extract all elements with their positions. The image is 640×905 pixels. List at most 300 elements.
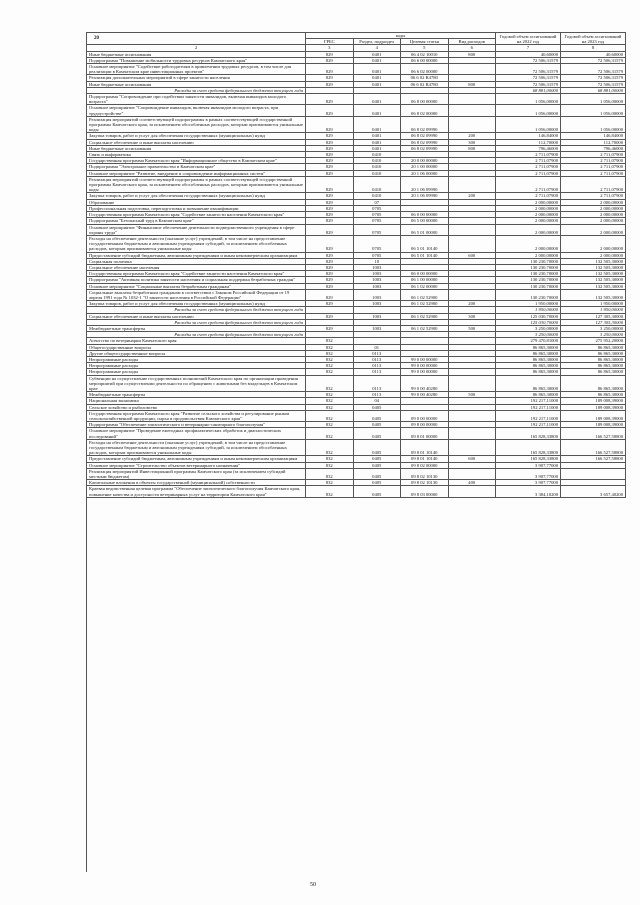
row-name: Иные бюджетные ассигнования bbox=[87, 51, 306, 57]
row-target: 06 8 02 09990 bbox=[401, 116, 449, 133]
row-value-2023: 132 505,30000 bbox=[561, 277, 626, 283]
row-vid bbox=[448, 235, 496, 252]
row-value-2022: 86 865,30000 bbox=[496, 363, 561, 369]
row-value-2022: 1 056,00000 bbox=[496, 116, 561, 133]
row-razdel: 0401 bbox=[353, 105, 401, 116]
row-value-2023 bbox=[561, 468, 626, 479]
row-target: 99 0 00 00000 bbox=[401, 356, 449, 362]
row-name: Реализация мероприятий Инвестиционной программы Камчатского края (за исключением субсидий местным бюджетам) bbox=[87, 468, 306, 479]
budget-table bbox=[86, 32, 626, 498]
row-value-2022: 192 217,11000 bbox=[496, 422, 561, 428]
row-grbs: 832 bbox=[306, 468, 354, 479]
page-number: 50 bbox=[310, 882, 316, 888]
row-razdel: 0405 bbox=[353, 410, 401, 421]
row-value-2022: 2 711,07900 bbox=[496, 152, 561, 158]
row-value-2023: 132 505,30000 bbox=[561, 258, 626, 264]
row-razdel: 1003 bbox=[353, 325, 401, 331]
row-razdel: 0401 bbox=[353, 145, 401, 151]
row-value-2023: 72 506,31579 bbox=[561, 64, 626, 75]
row-razdel: 10 bbox=[353, 258, 401, 264]
row-name: Подпрограмма "Сопровождение при содействии занятости инвалидов, включая инвалидов молодого возраста" bbox=[87, 94, 306, 105]
row-target: 06 6 02 R4780 bbox=[401, 75, 449, 81]
row-razdel: 0401 bbox=[353, 133, 401, 139]
row-value-2022: 86 865,30000 bbox=[496, 375, 561, 392]
row-value-2023: 72 506,31579 bbox=[561, 81, 626, 87]
row-razdel: 0401 bbox=[353, 57, 401, 63]
row-razdel: 0401 bbox=[353, 51, 401, 57]
budget-table-body bbox=[87, 51, 626, 497]
row-value-2023: 86 865,30000 bbox=[561, 375, 626, 392]
row-value-2022: 165 828,33800 bbox=[496, 439, 561, 456]
row-value-2022: 130 230,70000 bbox=[496, 289, 561, 300]
row-vid: 500 bbox=[448, 392, 496, 398]
row-name: Подпрограмма "Активная политика занятости населения и социальная поддержка безработных граждан" bbox=[87, 277, 306, 283]
row-name: Расходы на обеспечение деятельности (оказание услуг) учреждений, в том числе на предоставление государственным бюджетным и автономным учреждениям субсидий, за исключением обособленных расходов, которым присваиваются уникальные коды bbox=[87, 439, 306, 456]
row-value-2023: 2 000,00000 bbox=[561, 235, 626, 252]
row-razdel: 0113 bbox=[353, 369, 401, 375]
row-value-2022: 3 907,77000 bbox=[496, 468, 561, 479]
row-value-2022: 192 217,11000 bbox=[496, 398, 561, 404]
row-value-2022: 125 030,70000 bbox=[496, 313, 561, 319]
row-grbs: 832 bbox=[306, 350, 354, 356]
colnum-2: 2 bbox=[87, 45, 306, 51]
row-razdel: 07 bbox=[353, 199, 401, 205]
row-razdel: 1003 bbox=[353, 264, 401, 270]
row-value-2022: 130 230,70000 bbox=[496, 283, 561, 289]
row-name: Социальные выплаты безработным гражданам в соответствии с Законом Российской Федерации от 19 апреля 1991 года № 1032-1 "О занятости населения в Российской Федерации" bbox=[87, 289, 306, 300]
row-name: Иные бюджетные ассигнования bbox=[87, 81, 306, 87]
row-name: Краевая ведомственная целевая программа "Обеспечение эпизоотического благополучия Камчатского края, повышение качества и доступности ветеринарных услуг на территории Камчатского края" bbox=[87, 486, 306, 497]
row-razdel: 0113 bbox=[353, 350, 401, 356]
row-target: 06 5 01 10140 bbox=[401, 252, 449, 258]
row-value-2023: 2 711,07900 bbox=[561, 170, 626, 176]
row-target: 06 1 02 52900 bbox=[401, 313, 449, 319]
row-value-2022: 192 217,11000 bbox=[496, 410, 561, 421]
row-value-2023: 3 657,40200 bbox=[561, 486, 626, 497]
row-name: Агентство по ветеринарии Камчатского края bbox=[87, 338, 306, 344]
row-grbs: 829 bbox=[306, 212, 354, 218]
row-value-2023: 1 056,00000 bbox=[561, 105, 626, 116]
row-razdel: 0113 bbox=[353, 363, 401, 369]
row-name: Реализация дополнительных мероприятий в сфере занятости населения bbox=[87, 75, 306, 81]
row-value-2023: 72 506,31579 bbox=[561, 75, 626, 81]
row-value-2023: 86 865,30000 bbox=[561, 356, 626, 362]
row-razdel: 1003 bbox=[353, 271, 401, 277]
row-vid: 200 bbox=[448, 301, 496, 307]
table-row bbox=[87, 224, 626, 235]
table-row bbox=[87, 105, 626, 116]
row-target: 06 5 00 00000 bbox=[401, 218, 449, 224]
row-value-2023: 2 711,07900 bbox=[561, 176, 626, 193]
row-value-2022: 2 711,07900 bbox=[496, 176, 561, 193]
row-value-2022: 72 506,31579 bbox=[496, 57, 561, 63]
row-value-2023: 2 711,07900 bbox=[561, 193, 626, 199]
row-value-2023: 275 952,20000 bbox=[561, 338, 626, 344]
row-target: 09 8 00 00000 bbox=[401, 422, 449, 428]
row-razdel: 0113 bbox=[353, 392, 401, 398]
row-razdel: 0705 bbox=[353, 252, 401, 258]
row-grbs: 832 bbox=[306, 375, 354, 392]
row-name: Государственная программа Камчатского края "Развитие сельского хозяйства и регулирование рынков сельскохозяйственной продукции, сырья и продовольствия Камчатского края" bbox=[87, 410, 306, 421]
row-razdel: 0410 bbox=[353, 152, 401, 158]
row-value-2023: 2 000,00000 bbox=[561, 218, 626, 224]
table-row bbox=[87, 235, 626, 252]
row-vid bbox=[448, 224, 496, 235]
row-name: Предоставление субсидий бюджетным, автономным учреждениям и иным некоммерческим организациям bbox=[87, 252, 306, 258]
row-name: Подпрограмма "Обеспечение эпизоотического и ветеринарно-санитарного благополучия" bbox=[87, 422, 306, 428]
header-razdel: Раздел, подраздел bbox=[353, 39, 401, 45]
row-value-2022: 1 056,00000 bbox=[496, 94, 561, 105]
row-value-2022: 86 865,30000 bbox=[496, 369, 561, 375]
row-target: 09 8 01 00000 bbox=[401, 428, 449, 439]
row-grbs: 829 bbox=[306, 116, 354, 133]
row-value-2022: 146,84000 bbox=[496, 133, 561, 139]
row-value-2022: 40,60000 bbox=[496, 51, 561, 57]
row-value-2022: 2 000,00000 bbox=[496, 212, 561, 218]
row-vid: 600 bbox=[448, 252, 496, 258]
row-value-2022: 2 000,00000 bbox=[496, 224, 561, 235]
row-value-2023: 86 865,30000 bbox=[561, 392, 626, 398]
row-vid bbox=[448, 468, 496, 479]
row-razdel: 0410 bbox=[353, 158, 401, 164]
row-target: 06 1 02 52900 bbox=[401, 289, 449, 300]
row-razdel: 0705 bbox=[353, 235, 401, 252]
row-razdel: 1003 bbox=[353, 277, 401, 283]
row-razdel: 0705 bbox=[353, 224, 401, 235]
row-value-2022: 2 000,00000 bbox=[496, 205, 561, 211]
colnum-7: 7 bbox=[496, 45, 561, 51]
row-razdel: 0410 bbox=[353, 193, 401, 199]
header-2023: Годовой объем ассигнований на 2023 год bbox=[561, 33, 626, 45]
row-value-2023: 1 950,00000 bbox=[561, 307, 626, 313]
row-value-2022: 72 506,31579 bbox=[496, 64, 561, 75]
row-grbs: 829 bbox=[306, 235, 354, 252]
table-row bbox=[87, 94, 626, 105]
colnum-3: 3 bbox=[306, 45, 354, 51]
row-value-2022: 192 217,11000 bbox=[496, 404, 561, 410]
row-razdel: 1003 bbox=[353, 313, 401, 319]
row-vid bbox=[448, 410, 496, 421]
row-target: 06 1 02 52900 bbox=[401, 325, 449, 331]
row-vid: 300 bbox=[448, 313, 496, 319]
row-grbs: 832 bbox=[306, 428, 354, 439]
row-value-2023: 166 527,58800 bbox=[561, 428, 626, 439]
row-name: Реализация мероприятий соответствующей подпрограммы в рамках соответствующей государственной программы Камчатского края, за исключением обособленных расходов, которым присваиваются уникальные коды bbox=[87, 116, 306, 133]
row-grbs: 829 bbox=[306, 283, 354, 289]
row-target: 06 5 01 00000 bbox=[401, 224, 449, 235]
row-value-2023: 86 865,30000 bbox=[561, 369, 626, 375]
row-vid: 200 bbox=[448, 133, 496, 139]
row-razdel: 0405 bbox=[353, 422, 401, 428]
row-value-2023: 189 008,39000 bbox=[561, 404, 626, 410]
row-razdel: 0405 bbox=[353, 462, 401, 468]
row-vid bbox=[448, 439, 496, 456]
row-value-2023: 166 527,58800 bbox=[561, 456, 626, 462]
row-value-2022: 86 865,30000 bbox=[496, 392, 561, 398]
row-razdel: 0113 bbox=[353, 375, 401, 392]
row-value-2022: 3 250,00000 bbox=[496, 332, 561, 338]
row-vid bbox=[448, 289, 496, 300]
row-name: Общегосударственные вопросы bbox=[87, 344, 306, 350]
row-grbs: 832 bbox=[306, 462, 354, 468]
row-number-column bbox=[86, 32, 113, 872]
row-razdel: 0410 bbox=[353, 176, 401, 193]
header-target: Целевая статья bbox=[401, 39, 449, 45]
row-target: 20 0 00 00000 bbox=[401, 158, 449, 164]
row-name: Социальное обеспечение населения bbox=[87, 264, 306, 270]
row-target: 06 6 02 R4780 bbox=[401, 81, 449, 87]
row-name: Подпрограмма "Безопасный труд в Камчатском крае" bbox=[87, 218, 306, 224]
row-grbs: 829 bbox=[306, 258, 354, 264]
row-razdel: 0705 bbox=[353, 205, 401, 211]
row-vid bbox=[448, 428, 496, 439]
row-razdel: 0405 bbox=[353, 468, 401, 479]
row-target: 06 8 02 09990 bbox=[401, 145, 449, 151]
row-razdel: 0401 bbox=[353, 116, 401, 133]
row-grbs: 832 bbox=[306, 410, 354, 421]
row-grbs: 832 bbox=[306, 338, 354, 344]
row-grbs: 832 bbox=[306, 456, 354, 462]
row-name: Основное мероприятие "Финансовое обеспечение деятельности подведомственного учреждения в сфере охраны труда" bbox=[87, 224, 306, 235]
row-grbs: 829 bbox=[306, 199, 354, 205]
row-grbs: 829 bbox=[306, 57, 354, 63]
row-razdel: 1003 bbox=[353, 283, 401, 289]
row-value-2023: 127 305,30000 bbox=[561, 319, 626, 325]
row-grbs: 832 bbox=[306, 480, 354, 486]
row-target: 06 1 02 52900 bbox=[401, 301, 449, 307]
header-vid: Вид расходов bbox=[448, 39, 496, 45]
row-value-2023: 86 865,30000 bbox=[561, 344, 626, 350]
row-value-2023: 132 505,30000 bbox=[561, 271, 626, 277]
row-value-2023: 189 008,39000 bbox=[561, 422, 626, 428]
row-grbs: 829 bbox=[306, 81, 354, 87]
row-value-2022: 165 828,33800 bbox=[496, 456, 561, 462]
row-grbs: 829 bbox=[306, 271, 354, 277]
row-vid: 800 bbox=[448, 51, 496, 57]
row-value-2023: 1 056,00000 bbox=[561, 94, 626, 105]
row-value-2023: 3 250,00000 bbox=[561, 332, 626, 338]
row-value-2023: 1 950,00000 bbox=[561, 301, 626, 307]
row-value-2022: 130 230,70000 bbox=[496, 264, 561, 270]
row-value-2023: 86 865,30000 bbox=[561, 363, 626, 369]
row-target: 99 0 00 00000 bbox=[401, 369, 449, 375]
row-vid: 300 bbox=[448, 139, 496, 145]
row-value-2023: 40,60000 bbox=[561, 51, 626, 57]
row-grbs: 832 bbox=[306, 369, 354, 375]
row-target: 06 0 00 00000 bbox=[401, 212, 449, 218]
row-value-2022: 2 711,07900 bbox=[496, 164, 561, 170]
row-value-2022: 72 506,31579 bbox=[496, 81, 561, 87]
row-grbs: 829 bbox=[306, 94, 354, 105]
row-value-2023: 112,70000 bbox=[561, 139, 626, 145]
row-value-2023: 2 000,00000 bbox=[561, 212, 626, 218]
row-target: 06 6 02 00000 bbox=[401, 64, 449, 75]
row-vid bbox=[448, 116, 496, 133]
row-target: 06 1 00 00000 bbox=[401, 277, 449, 283]
row-grbs: 829 bbox=[306, 176, 354, 193]
row-name: Закупка товаров, работ и услуг для обеспечения государственных (муниципальных) нужд bbox=[87, 193, 306, 199]
row-value-2022: 3 907,77000 bbox=[496, 462, 561, 468]
row-value-2023: 2 000,00000 bbox=[561, 205, 626, 211]
row-name: Подпрограмма "Электронное правительство в Камчатском крае" bbox=[87, 164, 306, 170]
row-target: 20 1 00 00000 bbox=[401, 164, 449, 170]
row-razdel: 0705 bbox=[353, 212, 401, 218]
table-row bbox=[87, 468, 626, 479]
row-value-2023: 189 008,39000 bbox=[561, 398, 626, 404]
row-grbs: 829 bbox=[306, 205, 354, 211]
row-grbs: 829 bbox=[306, 51, 354, 57]
row-razdel: 0405 bbox=[353, 486, 401, 497]
table-row bbox=[87, 410, 626, 421]
row-value-2022: 68 881,00000 bbox=[496, 87, 561, 93]
row-razdel: 0405 bbox=[353, 428, 401, 439]
row-grbs: 832 bbox=[306, 422, 354, 428]
row-value-2023: 2 711,07900 bbox=[561, 164, 626, 170]
row-name: Основное мероприятие "Строительство объектов ветеринарного назначения" bbox=[87, 462, 306, 468]
row-value-2022: 130 230,70000 bbox=[496, 277, 561, 283]
row-name: Другие общегосударственные вопросы bbox=[87, 350, 306, 356]
row-grbs: 829 bbox=[306, 133, 354, 139]
row-vid bbox=[448, 105, 496, 116]
row-name: Сельское хозяйство и рыболовство bbox=[87, 404, 306, 410]
row-name: Непрограммные расходы bbox=[87, 369, 306, 375]
row-name: Расходы за счет средств федерального бюджета текущего года bbox=[87, 319, 306, 325]
row-target: 09 8 02 00000 bbox=[401, 462, 449, 468]
row-name: Непрограммные расходы bbox=[87, 363, 306, 369]
row-value-2022: 112,70000 bbox=[496, 139, 561, 145]
row-name: Расходы за счет средств федерального бюджета текущего года bbox=[87, 307, 306, 313]
row-target: 99 0 00 40280 bbox=[401, 375, 449, 392]
colnum-6: 6 bbox=[448, 45, 496, 51]
row-value-2023: 68 881,00000 bbox=[561, 87, 626, 93]
row-razdel: 0405 bbox=[353, 456, 401, 462]
row-name: Государственная программа Камчатского края "Информационное общество в Камчатском крае" bbox=[87, 158, 306, 164]
row-target: 09 8 03 00000 bbox=[401, 486, 449, 497]
row-razdel: 0401 bbox=[353, 75, 401, 81]
row-value-2022: 130 230,70000 bbox=[496, 258, 561, 264]
row-name: Предоставление субсидий бюджетным, автономным учреждениям и иным некоммерческим организациям bbox=[87, 456, 306, 462]
header-name-cell bbox=[87, 33, 306, 45]
row-vid: 500 bbox=[448, 325, 496, 331]
row-value-2022: 2 000,00000 bbox=[496, 218, 561, 224]
row-target: 06 5 01 10140 bbox=[401, 235, 449, 252]
row-target: 06 0 00 00000 bbox=[401, 271, 449, 277]
header-codes: коды bbox=[306, 33, 496, 39]
row-name: Межбюджетные трансферты bbox=[87, 392, 306, 398]
row-grbs: 829 bbox=[306, 139, 354, 145]
row-grbs: 832 bbox=[306, 404, 354, 410]
row-grbs: 829 bbox=[306, 75, 354, 81]
table-row bbox=[87, 289, 626, 300]
row-name: Государственная программа Камчатского края "Содействие занятости населения Камчатского края" bbox=[87, 212, 306, 218]
row-grbs: 829 bbox=[306, 105, 354, 116]
row-name: Расходы на обеспечение деятельности (оказание услуг) учреждений, в том числе на предоставление государственным бюджетным и автономным учреждениям субсидий, за исключением обособленных расходов, которым присваиваются уникальные коды bbox=[87, 235, 306, 252]
row-razdel: 0705 bbox=[353, 218, 401, 224]
row-value-2022: 3 907,77000 bbox=[496, 480, 561, 486]
row-razdel: 0401 bbox=[353, 94, 401, 105]
row-razdel: 0405 bbox=[353, 480, 401, 486]
row-grbs: 832 bbox=[306, 486, 354, 497]
row-name: Расходы за счет средств федерального бюджета текущего года bbox=[87, 332, 306, 338]
row-name: Закупка товаров, работ и услуг для обеспечения государственных (муниципальных) нужд bbox=[87, 301, 306, 307]
row-name: Расходы за счет средств федерального бюджета текущего года bbox=[87, 87, 306, 93]
row-grbs: 829 bbox=[306, 252, 354, 258]
row-name: Образование bbox=[87, 199, 306, 205]
row-razdel: 1003 bbox=[353, 301, 401, 307]
row-value-2023: 146,84000 bbox=[561, 133, 626, 139]
row-target: 99 0 00 00000 bbox=[401, 363, 449, 369]
row-razdel: 1003 bbox=[353, 289, 401, 300]
row-value-2022: 279 470,81000 bbox=[496, 338, 561, 344]
row-grbs: 829 bbox=[306, 313, 354, 319]
row-value-2023: 127 305,30000 bbox=[561, 313, 626, 319]
header-2022: Годовой объем ассигнований на 2022 год bbox=[496, 33, 561, 45]
row-name: Межбюджетные трансферты bbox=[87, 325, 306, 331]
row-name: Иные бюджетные ассигнования bbox=[87, 145, 306, 151]
row-name: Основное мероприятие "Социальные выплаты безработным гражданам" bbox=[87, 283, 306, 289]
row-vid: 800 bbox=[448, 81, 496, 87]
row-razdel: 0401 bbox=[353, 64, 401, 75]
row-name: Реализация мероприятий соответствующей подпрограммы в рамках соответствующей государственной программы Камчатского края, за исключением обособленных расходов, которым присваиваются уникальные коды bbox=[87, 176, 306, 193]
table-row bbox=[87, 428, 626, 439]
row-razdel: 0410 bbox=[353, 164, 401, 170]
row-name: Закупка товаров, работ и услуг для обеспечения государственных (муниципальных) нужд bbox=[87, 133, 306, 139]
row-target: 20 1 06 09990 bbox=[401, 176, 449, 193]
row-razdel: 0410 bbox=[353, 170, 401, 176]
row-target: 06 1 02 00000 bbox=[401, 283, 449, 289]
colnum-5: 5 bbox=[401, 45, 449, 51]
row-name: Социальное обеспечение и иные выплаты населению bbox=[87, 139, 306, 145]
row-grbs: 829 bbox=[306, 158, 354, 164]
row-razdel: 0401 bbox=[353, 139, 401, 145]
table-row bbox=[87, 439, 626, 456]
table-row bbox=[87, 116, 626, 133]
row-value-2022: 2 000,00000 bbox=[496, 235, 561, 252]
row-target: 06 8 02 00000 bbox=[401, 105, 449, 116]
row-name: Основное мероприятие "Содействие работодателям в привлечении трудовых ресурсов, в том числе для реализации в Камчатском крае инвестиционных проектов" bbox=[87, 64, 306, 75]
row-vid: 600 bbox=[448, 456, 496, 462]
row-vid bbox=[448, 94, 496, 105]
row-name: Подпрограмма "Повышение мобильности трудовых ресурсов Камчатского края" bbox=[87, 57, 306, 63]
row-grbs: 829 bbox=[306, 152, 354, 158]
row-value-2022: 2 000,00000 bbox=[496, 252, 561, 258]
row-grbs: 829 bbox=[306, 164, 354, 170]
table-row bbox=[87, 176, 626, 193]
header-row-number: 20 bbox=[94, 36, 99, 41]
row-value-2023: 2 711,07900 bbox=[561, 158, 626, 164]
row-vid: 400 bbox=[448, 480, 496, 486]
row-value-2022: 125 030,70000 bbox=[496, 319, 561, 325]
row-grbs: 832 bbox=[306, 363, 354, 369]
row-value-2022: 1 950,00000 bbox=[496, 307, 561, 313]
row-value-2022: 86 865,30000 bbox=[496, 344, 561, 350]
row-grbs: 829 bbox=[306, 224, 354, 235]
row-target: 09 0 00 00000 bbox=[401, 410, 449, 421]
row-razdel: 04 bbox=[353, 398, 401, 404]
row-value-2023: 166 527,58800 bbox=[561, 439, 626, 456]
row-name: Государственная программа Камчатского края "Содействие занятости населения Камчатского края" bbox=[87, 271, 306, 277]
row-grbs: 829 bbox=[306, 218, 354, 224]
row-value-2022: 3 384,10200 bbox=[496, 486, 561, 497]
row-value-2022: 796,46000 bbox=[496, 145, 561, 151]
row-name: Основное мероприятие "Развитие, внедрение и сопровождение информационных систем" bbox=[87, 170, 306, 176]
row-target: 06 8 00 00000 bbox=[401, 94, 449, 105]
row-name: Непрограммные расходы bbox=[87, 356, 306, 362]
row-value-2023: 189 008,39000 bbox=[561, 410, 626, 421]
row-name: Национальная экономика bbox=[87, 398, 306, 404]
row-value-2022: 2 711,07900 bbox=[496, 170, 561, 176]
row-name: Субвенции на осуществление государственных полномочий Камчатского края по организации проведения мероприятий при осуществлении деятельности по обращению с животными без владельцев в Камчатском крае bbox=[87, 375, 306, 392]
